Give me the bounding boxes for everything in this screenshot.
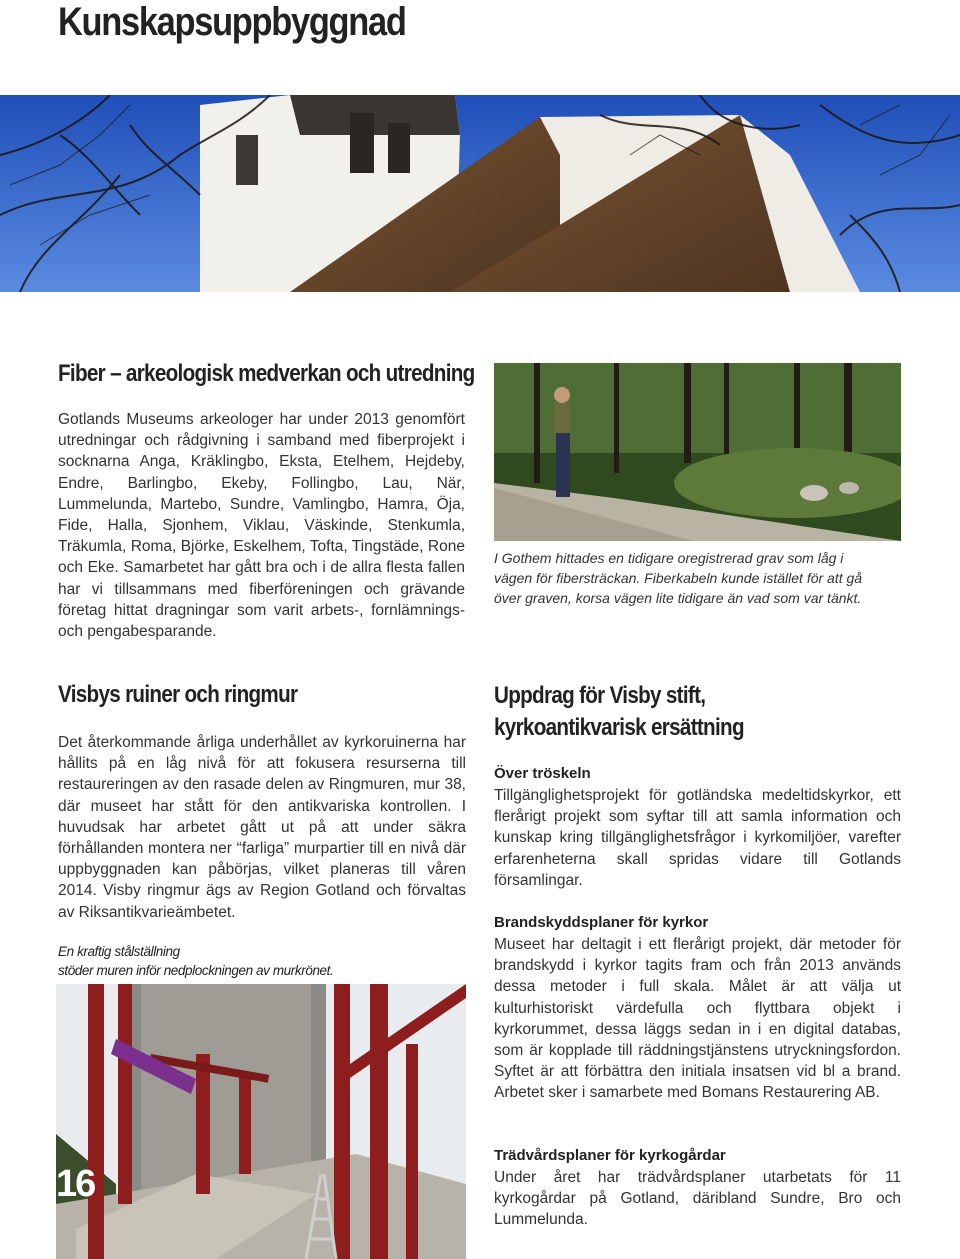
uppdrag-heading-line1: Uppdrag för Visby stift,: [494, 682, 706, 709]
section-title-over-troskeln: Över tröskeln: [494, 765, 591, 782]
fiber-caption: I Gothem hittades en tidigare oregistrerad grav som låg i vägen för fibersträckan. Fiberkabeln kunde istället för att gå över graven, korsa vägen lite tidigare än vad som var tänkt.: [494, 550, 863, 606]
uppdrag-heading-line2: kyrkoantikvarisk ersättning: [494, 714, 744, 741]
section-title-tradvard: Trädvårdsplaner för kyrkogårdar: [494, 1147, 726, 1164]
church-photo: [0, 95, 960, 292]
section-text-over-troskeln: Tillgänglighetsprojekt för gotländska medeltidskyrkor, ett flerårigt projekt som syftar till att samla information och kunskap kring tillgänglighetsfrågor i kyrkomiljöer, varefter erfarenheterna skall spridas vidare till Gotlands församlingar.: [494, 787, 901, 889]
fiber-text: Gotlands Museums arkeologer har under 2013 genomfört utredningar och rådgivning i samband med fiberprojekt i socknarna Anga, Kräklingbo, Eksta, Etelhem, Hejdeby, Endre, Barlingbo, Ekeby, Follingbo, Lau, När, Lummelunda, Martebo, Sundre, Vamlingbo, Hamra, Öja, Fide, Halla, Sjonhem, Viklau, Väskinde, Stenkumla, Träkumla, Roma, Björke, Eskelhem, Tofta, Tingstäde, Rone och Eke. Samarbetet har gått bra och i de allra flesta fallen har vi tillsammans med fiberföreningen och grävande företag hittat dragningar som varit arbets-, fornlämnings- och pengabesparande.: [58, 411, 465, 641]
visby-text: Det återkommande årliga underhållet av kyrkoruinerna har hållits på en låg nivå för att fokusera resurserna till restaureringen av den rasade delen av Ringmuren, mur 38, där museet har stått för den antikvariska kontrollen. I huvudsak har arbetet gått ut på att under säkra förhållanden montera ner “farliga” murpartier till en nivå där uppbyggnaden kan påbörjas, vilket planeras till våren 2014. Visby ringmur ägs av Region Gotland och förvaltas av Riksantikvarieämbetet.: [58, 734, 466, 921]
page-title: Kunskapsuppbyggnad: [58, 0, 406, 44]
forest-illustration: [494, 363, 901, 541]
scaffold-illustration: [56, 984, 466, 1259]
page-number: 16: [56, 1163, 95, 1205]
forest-photo: [494, 363, 901, 541]
section-text-tradvard: Under året har trädvårdsplaner utarbetats för 11 kyrkogårdar på Gotland, däribland Sundre, Bro och Lummelunda.: [494, 1169, 901, 1229]
scaffold-photo: [56, 984, 466, 1259]
section-text-brandskydd: Museet har deltagit i ett flerårigt projekt, där metoder för brandskydd i kyrkor tagits fram och från 2013 används dessa metoder i full skala. Målet är att välja ut kulturhistoriskt värdefulla och flyttbara objekt i kyrkorummet, dessa läggs sedan in i en digital databas, som är kopplade till räddningstjänstens utryckningsfordon. Syftet är att förbättra den initiala insatsen vid bl a brand. Arbetet sker i samarbete med Bomans Restaurering AB.: [494, 936, 901, 1102]
visby-heading: Visbys ruiner och ringmur: [58, 681, 298, 708]
section-title-brandskydd: Brandskyddsplaner för kyrkor: [494, 914, 709, 931]
visby-caption-line1: En kraftig stålställning: [58, 944, 180, 959]
church-illustration: [0, 95, 960, 292]
fiber-heading: Fiber – arkeologisk medverkan och utredning: [58, 360, 475, 387]
visby-caption-line2: stöder muren inför nedplockningen av murkrönet.: [58, 963, 334, 978]
